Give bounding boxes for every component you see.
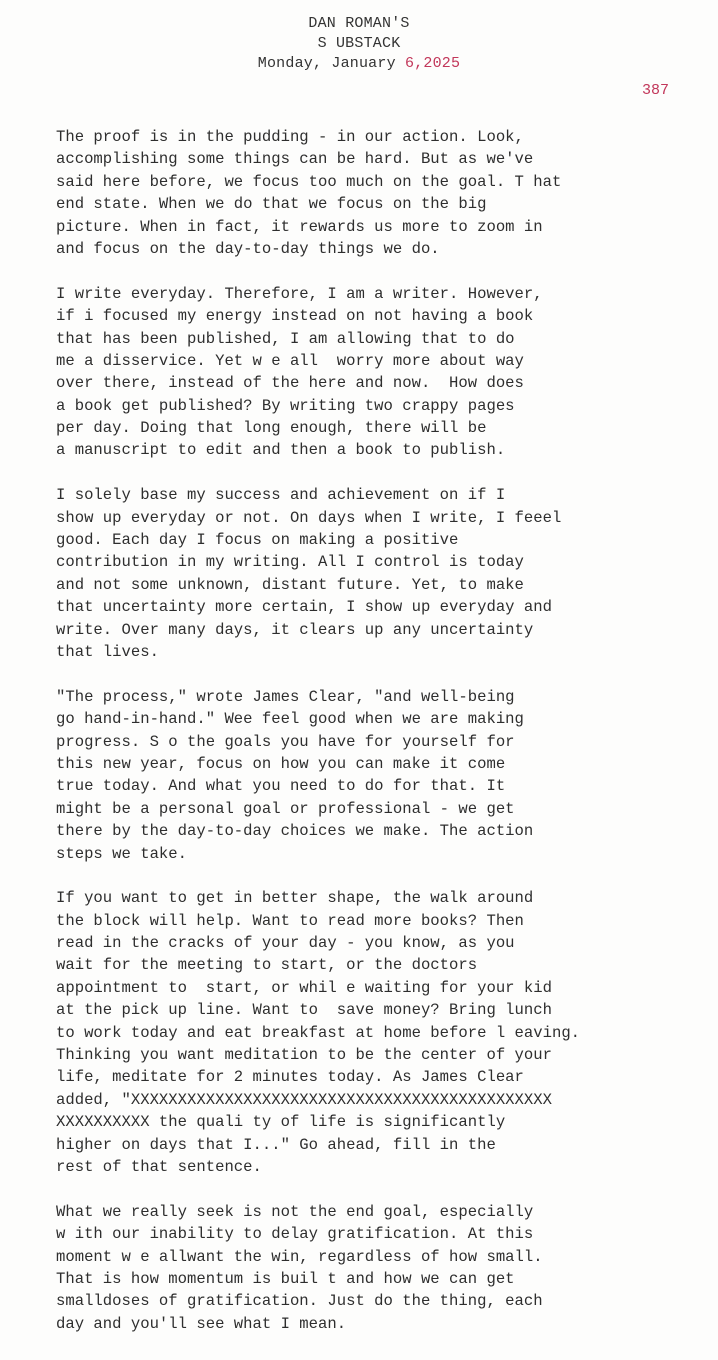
text-line: me a disservice. Yet w e all worry more about way <box>56 351 524 370</box>
publication-line: S UBSTACK <box>317 35 401 52</box>
text-line: and focus on the day-to-day things we do. <box>56 239 440 258</box>
text-line: day and you'll see what I mean. <box>56 1314 347 1333</box>
paragraph <box>56 887 716 1178</box>
text-line: good. Each day I focus on making a positive <box>56 531 459 550</box>
text-line: The proof is in the pudding - in our action. Look, <box>56 128 524 146</box>
paragraph <box>56 484 716 663</box>
paragraph <box>56 283 716 462</box>
text-line: per day. Doing that long enough, there will be <box>56 419 487 438</box>
paragraph <box>56 1201 716 1335</box>
text-line: accomplishing some things can be hard. But as we've <box>56 150 534 169</box>
text-line: show up everyday or not. On days when I write, I feeel <box>56 508 562 527</box>
page-number: 387 <box>642 82 670 99</box>
text-line: What we really seek is not the end goal, especially <box>56 1202 534 1221</box>
text-line: that uncertainty more certain, I show up everyday and <box>56 598 552 617</box>
text-line: w ith our inability to delay gratification. At this <box>56 1225 534 1244</box>
text-line: that lives. <box>56 642 159 661</box>
date-line <box>0 54 718 74</box>
text-line: added, "XXXXXXXXXXXXXXXXXXXXXXXXXXXXXXXXXXXXXXXXXXXXX <box>56 1090 552 1109</box>
text-line: I solely base my success and achievement on if I <box>56 486 506 505</box>
page-header <box>0 14 718 74</box>
text-line: a book get published? By writing two crappy pages <box>56 396 515 415</box>
text-line: end state. When we do that we focus on the big <box>56 195 487 214</box>
text-line: XXXXXXXXXX the quali ty of life is significantly <box>56 1113 506 1132</box>
text-line: life, meditate for 2 minutes today. As James Clear <box>56 1068 524 1087</box>
text-line: If you want to get in better shape, the walk around <box>56 889 534 908</box>
text-line: over there, instead of the here and now. How does <box>56 374 524 393</box>
text-line: this new year, focus on how you can make it come <box>56 754 506 773</box>
text-line: wait for the meeting to start, or the doctors <box>56 956 478 975</box>
text-line: there by the day-to-day choices we make. The action <box>56 822 534 841</box>
paragraph <box>56 686 716 865</box>
text-line: might be a personal goal or professional - we get <box>56 799 515 818</box>
text-line: at the pick up line. Want to save money? Bring lunch <box>56 1001 552 1020</box>
text-line: progress. S o the goals you have for yourself for <box>56 732 515 751</box>
text-line: Thinking you want meditation to be the center of your <box>56 1046 552 1065</box>
text-line: a manuscript to edit and then a book to publish. <box>56 441 506 460</box>
text-line: rest of that sentence. <box>56 1157 262 1176</box>
text-line: steps we take. <box>56 844 188 863</box>
text-line: the block will help. Want to read more books? Then <box>56 911 524 930</box>
text-line: that has been published, I am allowing that to do <box>56 329 515 348</box>
text-line: That is how momentum is buil t and how we can get <box>56 1269 515 1288</box>
document-body <box>56 126 716 1357</box>
author-line: DAN ROMAN'S <box>308 15 410 32</box>
text-line: appointment to start, or whil e waiting for your kid <box>56 978 552 997</box>
text-line: read in the cracks of your day - you know, as you <box>56 934 515 953</box>
text-line: moment w e allwant the win, regardless of how small. <box>56 1247 543 1266</box>
date-day-year: 6,2025 <box>405 55 461 72</box>
text-line: said here before, we focus too much on the goal. T hat <box>56 172 562 191</box>
text-line: "The process," wrote James Clear, "and well-being <box>56 687 515 706</box>
text-line: I write everyday. Therefore, I am a writer. However, <box>56 284 543 303</box>
text-line: picture. When in fact, it rewards us more to zoom in <box>56 217 543 236</box>
text-line: contribution in my writing. All I control is today <box>56 553 524 572</box>
text-line: higher on days that I..." Go ahead, fill in the <box>56 1135 496 1154</box>
text-line: to work today and eat breakfast at home before l eaving. <box>56 1023 581 1042</box>
text-line: write. Over many days, it clears up any uncertainty <box>56 620 534 639</box>
text-line: smalldoses of gratification. Just do the thing, each <box>56 1292 543 1311</box>
text-line: true today. And what you need to do for that. It <box>56 777 506 796</box>
text-line: go hand-in-hand." Wee feel good when we are making <box>56 710 524 729</box>
date-prefix: Monday, January <box>257 55 405 72</box>
text-line: and not some unknown, distant future. Yet, to make <box>56 575 524 594</box>
paragraph <box>56 126 716 260</box>
text-line: if i focused my energy instead on not having a book <box>56 307 534 326</box>
